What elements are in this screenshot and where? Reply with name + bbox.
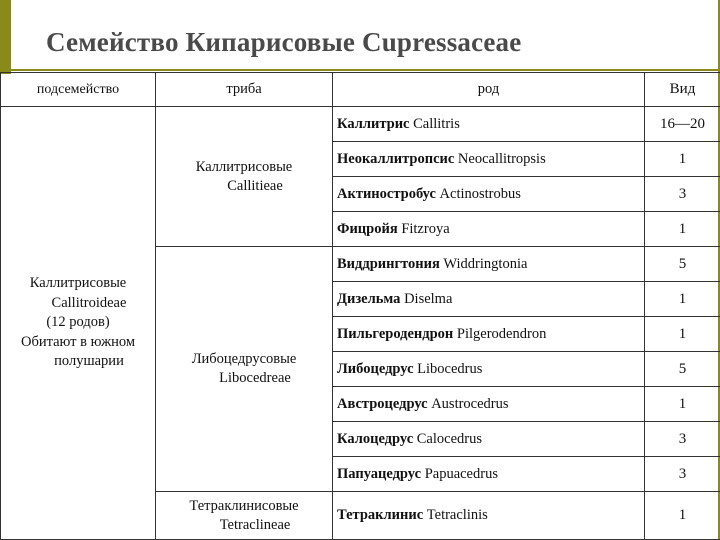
species-count: 1 bbox=[645, 387, 720, 422]
tribe-cell-tetraclineae bbox=[156, 492, 333, 540]
species-count: 1 bbox=[645, 142, 720, 177]
genus-cell bbox=[333, 352, 645, 387]
genus-name-lat: Papuacedrus bbox=[424, 465, 498, 482]
subfamily-note-line2: полушарии bbox=[54, 353, 124, 370]
genus-name-ru: Дизельма bbox=[337, 290, 401, 307]
genus-cell bbox=[333, 177, 645, 212]
tribe-name-lat: Libocedreae bbox=[219, 370, 291, 386]
genus-name-lat: Fitzroya bbox=[401, 220, 450, 237]
genus-name-ru: Каллитрис bbox=[337, 115, 410, 132]
genus-name-lat: Callitris bbox=[413, 115, 460, 132]
species-count: 1 bbox=[645, 317, 720, 352]
subfamily-cell bbox=[1, 107, 156, 540]
genus-name-lat: Pilgerodendron bbox=[456, 325, 547, 342]
genus-cell bbox=[333, 247, 645, 282]
genus-cell bbox=[333, 317, 645, 352]
classification-table bbox=[0, 72, 720, 540]
species-count: 16—20 bbox=[645, 107, 720, 142]
genus-name-ru: Фицройя bbox=[337, 220, 398, 237]
genus-cell bbox=[333, 212, 645, 247]
species-count: 5 bbox=[645, 247, 720, 282]
tribe-name-ru: Тетраклинисовые bbox=[189, 497, 299, 514]
species-count: 1 bbox=[645, 492, 720, 540]
title-rule bbox=[0, 69, 720, 71]
tribe-name-ru: Либоцедрусовые bbox=[191, 351, 297, 368]
tribe-name-lat: Callitieae bbox=[227, 177, 283, 194]
subfamily-genera-count: (12 родов) bbox=[46, 314, 110, 331]
header-species: Вид bbox=[645, 73, 720, 107]
genus-name-ru: Папуацедрус bbox=[337, 465, 422, 482]
species-count: 3 bbox=[645, 457, 720, 492]
genus-name-lat: Austrocedrus bbox=[431, 395, 509, 412]
genus-name-ru: Виддрингтония bbox=[337, 255, 440, 272]
genus-cell bbox=[333, 422, 645, 457]
genus-cell bbox=[333, 107, 645, 142]
genus-cell bbox=[333, 387, 645, 422]
species-count: 3 bbox=[645, 422, 720, 457]
genus-name-ru: Либоцедрус bbox=[337, 360, 414, 377]
genus-name-ru: Актиностробус bbox=[337, 185, 436, 202]
genus-cell bbox=[333, 492, 645, 540]
title-accent-bar bbox=[0, 0, 11, 74]
genus-name-ru: Пильгеродендрон bbox=[337, 325, 454, 342]
species-count: 3 bbox=[645, 177, 720, 212]
genus-name-lat: Neocallitropsis bbox=[457, 150, 546, 167]
header-tribe: триба bbox=[156, 73, 333, 107]
header-subfamily: подсемейство bbox=[1, 73, 156, 107]
genus-cell bbox=[333, 457, 645, 492]
genus-cell bbox=[333, 282, 645, 317]
page-title: Семейство Кипарисовые Cupressaceae bbox=[46, 27, 522, 57]
table-header-row bbox=[1, 73, 720, 107]
tribe-cell-libocedreae bbox=[156, 247, 333, 492]
tribe-cell-callitieae bbox=[156, 107, 333, 247]
subfamily-name-lat: Callitroideae bbox=[51, 294, 127, 311]
genus-name-lat: Libocedrus bbox=[417, 360, 483, 377]
subfamily-note-line1: Обитают в южном bbox=[20, 333, 136, 350]
table-row bbox=[1, 107, 720, 142]
genus-name-ru: Калоцедрус bbox=[337, 430, 414, 447]
species-count: 1 bbox=[645, 212, 720, 247]
tribe-name-ru: Каллитрисовые bbox=[195, 158, 293, 175]
species-count: 5 bbox=[645, 352, 720, 387]
genus-cell bbox=[333, 142, 645, 177]
genus-name-lat: Diselma bbox=[404, 290, 453, 307]
header-genus: род bbox=[333, 73, 645, 107]
genus-name-ru: Австроцедрус bbox=[337, 395, 428, 412]
genus-name-lat: Tetraclinis bbox=[426, 507, 488, 523]
genus-name-ru: Неокаллитропсис bbox=[337, 150, 455, 167]
genus-name-ru: Тетраклинис bbox=[337, 507, 424, 523]
tribe-name-lat: Tetraclineae bbox=[219, 516, 291, 533]
genus-name-lat: Calocedrus bbox=[416, 430, 482, 447]
genus-name-lat: Widdringtonia bbox=[443, 255, 528, 272]
species-count: 1 bbox=[645, 282, 720, 317]
subfamily-name-ru: Каллитрисовые bbox=[29, 275, 127, 292]
genus-name-lat: Actinostrobus bbox=[439, 185, 521, 202]
